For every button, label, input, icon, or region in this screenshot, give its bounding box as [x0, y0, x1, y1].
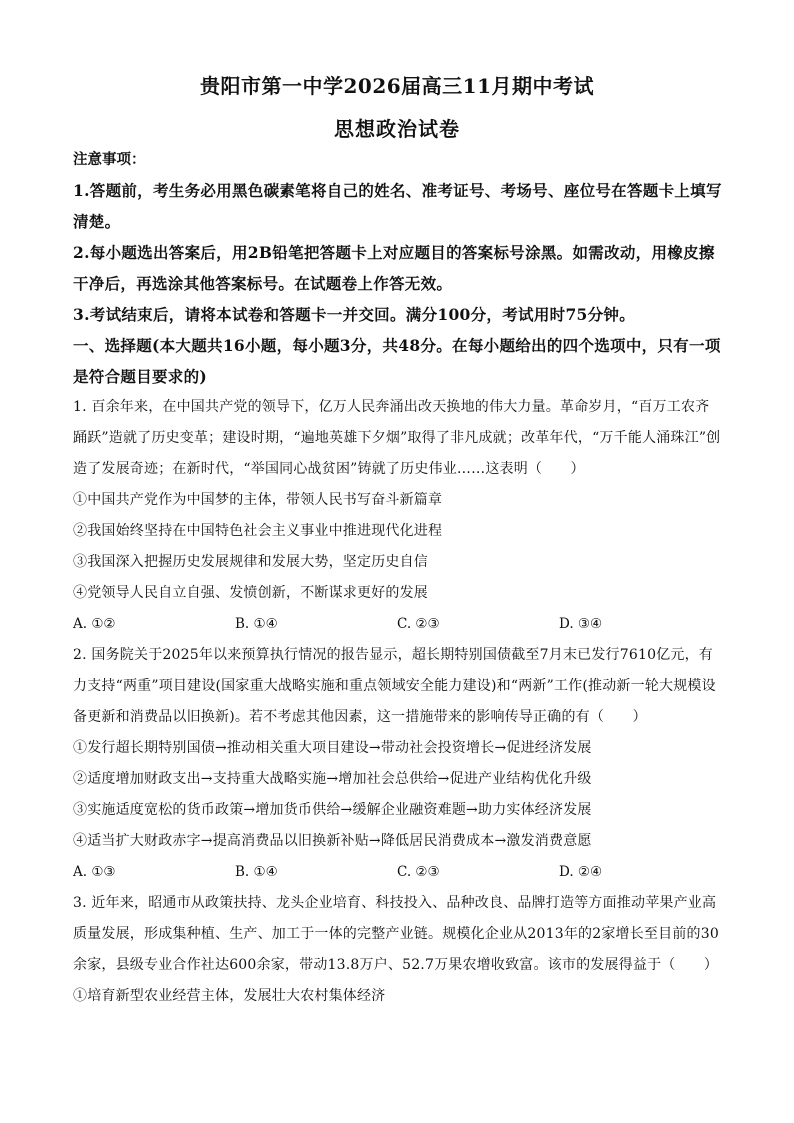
section-heading: 一、选择题(本大题共16小题，每小题3分，共48分。在每小题给出的四个选项中，只有一项是符合题目要求的) [73, 336, 721, 386]
question-1-statement-2: ②我国始终坚持在中国特色社会主义事业中推进现代化进程 [73, 523, 443, 539]
notice-heading: 注意事项： [73, 151, 146, 168]
question-3-stem: 3. 近年来，昭通市从政策扶持、龙头企业培育、科技投入、品种改良、品牌打造等方面推动苹果产业高质量发展，形成集种植、生产、加工于一体的完整产业链。规模化企业从2013年的2家增长至目前的30余家，县级专业合作社达600余家，带动13.8万户、52.7万果农增收致富。该市的发展得益于（ ） [73, 895, 719, 973]
question-1-choice-b: B. ①④ [235, 616, 278, 632]
exam-content [73, 145, 723, 1012]
question-1-statement-1: ①中国共产党作为中国梦的主体，带领人民书写奋斗新篇章 [73, 492, 443, 508]
question-2-statement-2: ②适度增加财政支出→支持重大战略实施→增加社会总供给→促进产业结构优化升级 [73, 771, 592, 787]
notice-item-2: 2.每小题选出答案后，用2B铅笔把答题卡上对应题目的答案标号涂黑。如需改动，用橡皮擦干净后，再选涂其他答案标号。在试题卷上作答无效。 [73, 243, 715, 293]
exam-subtitle: 思想政治试卷 [334, 117, 460, 141]
exam-title: 贵阳市第一中学2026届高三11月期中考试 [200, 74, 594, 98]
notice-item-1: 1.答题前，考生务必用黑色碳素笔将自己的姓名、准考证号、考场号、座位号在答题卡上填写清楚。 [73, 181, 722, 231]
question-2-choices [73, 857, 723, 888]
question-2-choice-a: A. ①③ [73, 864, 116, 880]
question-2-statement-3: ③实施适度宽松的货币政策→增加货币供给→缓解企业融资难题→助力实体经济发展 [73, 802, 592, 818]
question-1-statement-4: ④党领导人民自立自强、发愤创新，不断谋求更好的发展 [73, 585, 428, 601]
question-1-stem: 1. 百余年来，在中国共产党的领导下，亿万人民奔涌出改天换地的伟大力量。革命岁月，“百万工农齐踊跃”造就了历史变革；建设时期，“遍地英雄下夕烟”取得了非凡成就；改革年代，“万千能人涌珠江”创造了发展奇迹；在新时代，“举国同心战贫困”铸就了历史伟业……这表明（ ） [73, 399, 721, 477]
question-2-choice-c: C. ②③ [397, 864, 440, 880]
question-1-statement-3: ③我国深入把握历史发展规律和发展大势，坚定历史自信 [73, 554, 428, 570]
question-2-statement-1: ①发行超长期特别国债→推动相关重大项目建设→带动社会投资增长→促进经济发展 [73, 740, 592, 756]
question-2-stem: 2. 国务院关于2025年以来预算执行情况的报告显示，超长期特别国债截至7月末已发行7610亿元，有力支持“两重”项目建设(国家重大战略实施和重点领域安全能力建设)和“两新”工作(推动新一轮大规模设备更新和消费品以旧换新)。若不考虑其他因素，这一措施带来的影响传导正确的有（ ） [73, 647, 716, 725]
question-1-choice-a: A. ①② [73, 616, 116, 632]
question-3-statement-1: ①培育新型农业经营主体，发展壮大农村集体经济 [73, 988, 386, 1004]
question-1-choice-d: D. ③④ [559, 616, 603, 632]
question-2-choice-b: B. ①④ [235, 864, 278, 880]
question-2-choice-d: D. ②④ [559, 864, 603, 880]
notice-item-3: 3.考试结束后，请将本试卷和答题卡一并交回。满分100分，考试用时75分钟。 [73, 305, 636, 324]
question-1-choice-c: C. ②③ [397, 616, 440, 632]
question-2-statement-4: ④适当扩大财政赤字→提高消费品以旧换新补贴→降低居民消费成本→激发消费意愿 [73, 833, 592, 849]
question-1-choices [73, 609, 723, 640]
